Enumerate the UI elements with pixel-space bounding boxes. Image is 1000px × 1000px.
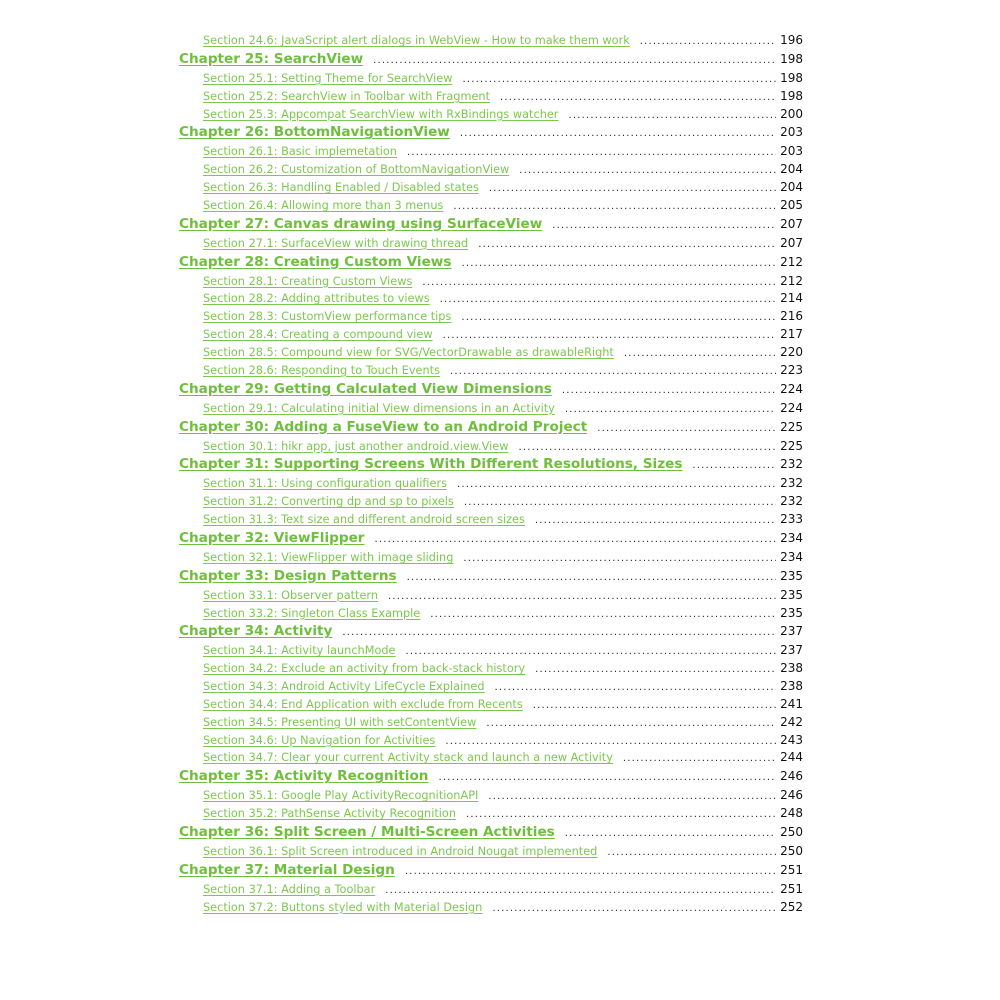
page-number: 238 — [780, 679, 803, 694]
section-link[interactable]: Section 37.1: Adding a Toolbar — [203, 882, 376, 896]
chapter-link[interactable]: Chapter 32: ViewFlipper — [179, 529, 365, 546]
section-link[interactable]: Section 27.1: SurfaceView with drawing thread — [203, 236, 469, 250]
toc-section-row[interactable] — [179, 697, 803, 715]
toc-section-row[interactable] — [179, 309, 803, 327]
chapter-link[interactable]: Chapter 30: Adding a FuseView to an Android Project — [179, 418, 588, 435]
page-number: 232 — [780, 494, 803, 509]
dot-leader — [489, 183, 776, 194]
page-number: 244 — [780, 750, 803, 765]
chapter-link[interactable]: Chapter 36: Split Screen / Multi-Screen Activities — [179, 824, 555, 840]
toc-section-row[interactable] — [179, 107, 803, 125]
page-number: 224 — [780, 400, 803, 415]
page-number: 203 — [780, 144, 803, 159]
dot-leader — [518, 442, 776, 453]
page-number: 243 — [780, 732, 803, 747]
toc-section-row[interactable] — [179, 236, 803, 254]
dot-leader — [438, 772, 776, 783]
table-of-contents — [179, 33, 803, 918]
toc-section-row[interactable] — [179, 750, 803, 768]
dot-leader — [462, 74, 776, 85]
dot-leader — [375, 534, 777, 545]
toc-chapter-row[interactable] — [179, 216, 803, 236]
toc-section-row[interactable] — [179, 476, 803, 494]
toc-section-row[interactable] — [179, 33, 803, 51]
section-link[interactable]: Section 26.1: Basic implemetation — [203, 145, 397, 159]
dot-leader — [562, 385, 776, 396]
toc-section-row[interactable] — [179, 327, 803, 345]
section-link[interactable]: Section 35.2: PathSense Activity Recognition — [203, 807, 456, 821]
section-link[interactable]: Section 34.4: End Application with exclude from Recents — [203, 697, 523, 711]
page-number: 251 — [780, 862, 803, 877]
dot-leader — [460, 128, 776, 139]
page-number: 198 — [780, 70, 803, 85]
page-number: 224 — [780, 381, 803, 396]
dot-leader — [405, 646, 776, 657]
page-number: 250 — [780, 844, 803, 858]
toc-section-row[interactable] — [179, 661, 803, 679]
section-link[interactable]: Section 24.6: JavaScript alert dialogs in WebView - How to make them work — [203, 34, 630, 47]
chapter-link[interactable]: Chapter 28: Creating Custom Views — [179, 253, 452, 270]
dot-leader — [461, 312, 776, 323]
toc-chapter-row[interactable] — [179, 381, 803, 401]
page-number: 198 — [780, 51, 803, 66]
dot-leader — [463, 553, 776, 564]
section-link[interactable]: Section 28.4: Creating a compound view — [203, 328, 433, 342]
toc-section-row[interactable] — [179, 643, 803, 661]
toc-section-row[interactable] — [179, 512, 803, 530]
section-link[interactable]: Section 35.1: Google Play ActivityRecognitionAPI — [203, 789, 479, 803]
dot-leader — [407, 147, 776, 158]
dot-leader — [457, 479, 776, 490]
toc-section-row[interactable] — [179, 806, 803, 824]
dot-leader — [552, 220, 776, 231]
section-link[interactable]: Section 32.1: ViewFlipper with image sliding — [203, 550, 454, 564]
section-link[interactable]: Section 26.3: Handling Enabled / Disabled states — [203, 181, 479, 195]
section-link[interactable]: Section 28.1: Creating Custom Views — [203, 274, 413, 288]
chapter-link[interactable]: Chapter 26: BottomNavigationView — [179, 124, 450, 141]
toc-section-row[interactable] — [179, 345, 803, 363]
toc-chapter-row[interactable] — [179, 51, 803, 71]
dot-leader — [568, 110, 776, 121]
toc-chapter-row[interactable] — [179, 419, 803, 439]
page-number: 214 — [780, 291, 803, 306]
dot-leader — [535, 664, 776, 675]
dot-leader — [466, 809, 776, 820]
dot-leader — [607, 847, 776, 858]
toc-section-row[interactable] — [179, 550, 803, 568]
page-number: 235 — [780, 568, 803, 583]
page-number: 233 — [780, 512, 803, 527]
toc-section-row[interactable] — [179, 439, 803, 457]
toc-section-row[interactable] — [179, 363, 803, 381]
section-link[interactable]: Section 34.1: Activity launchMode — [203, 644, 396, 658]
toc-chapter-row[interactable] — [179, 568, 803, 588]
chapter-link[interactable]: Chapter 35: Activity Recognition — [179, 768, 429, 785]
page-number: 235 — [780, 605, 803, 620]
section-link[interactable]: Section 34.3: Android Activity LifeCycle Explained — [203, 680, 485, 694]
dot-leader — [385, 885, 776, 896]
toc-chapter-row[interactable] — [179, 862, 803, 882]
section-link[interactable]: Section 25.2: SearchView in Toolbar with Fragment — [203, 89, 490, 103]
toc-section-row[interactable] — [179, 198, 803, 216]
dot-leader — [624, 348, 776, 359]
toc-chapter-row[interactable] — [179, 254, 803, 274]
page-number: 225 — [780, 419, 803, 434]
section-link[interactable]: Section 34.6: Up Navigation for Activities — [203, 733, 436, 747]
section-link[interactable]: Section 31.2: Converting dp and sp to pixels — [203, 495, 454, 509]
dot-leader — [640, 36, 776, 47]
toc-section-row[interactable] — [179, 144, 803, 162]
dot-leader — [565, 828, 776, 839]
page-number: 196 — [780, 33, 803, 47]
page-number: 203 — [780, 125, 803, 140]
section-link[interactable]: Section 31.3: Text size and different android screen sizes — [203, 513, 525, 527]
section-link[interactable]: Section 30.1: hikr app, just another android.view.View — [203, 439, 509, 453]
toc-section-row[interactable] — [179, 494, 803, 512]
dot-leader — [692, 460, 776, 471]
page-number: 237 — [780, 624, 803, 639]
section-link[interactable]: Section 25.1: Setting Theme for SearchView — [203, 71, 453, 85]
dot-leader — [373, 55, 776, 66]
page-number: 248 — [780, 806, 803, 821]
section-link[interactable]: Section 33.2: Singleton Class Example — [203, 606, 421, 620]
chapter-link[interactable]: Chapter 31: Supporting Screens With Different Resolutions, Sizes — [179, 456, 683, 473]
section-link[interactable]: Section 29.1: Calculating initial View dimensions in an Activity — [203, 401, 555, 415]
page-number: 246 — [780, 769, 803, 784]
section-link[interactable]: Section 25.3: Appcompat SearchView with RxBindings watcher — [203, 107, 559, 121]
dot-leader — [500, 92, 776, 103]
page-number: 251 — [780, 881, 803, 896]
chapter-link[interactable]: Chapter 37: Material Design — [179, 861, 395, 878]
toc-section-row[interactable] — [179, 788, 803, 806]
page-number: 204 — [780, 162, 803, 177]
toc-section-row[interactable] — [179, 715, 803, 733]
dot-leader — [623, 753, 776, 764]
toc-section-row[interactable] — [179, 401, 803, 419]
section-link[interactable]: Section 26.4: Allowing more than 3 menus — [203, 198, 444, 212]
page-number: 250 — [780, 825, 803, 839]
section-link[interactable]: Section 34.5: Presenting UI with setContentView — [203, 715, 477, 729]
section-link[interactable]: Section 33.1: Observer pattern — [203, 588, 379, 602]
dot-leader — [388, 591, 776, 602]
toc-section-row[interactable] — [179, 588, 803, 606]
page-number: 212 — [780, 273, 803, 288]
section-link[interactable]: Section 36.1: Split Screen introduced in Android Nougat implemented — [203, 845, 598, 858]
toc-chapter-row[interactable] — [179, 768, 803, 788]
page-number: 232 — [780, 457, 803, 472]
page-number: 198 — [780, 88, 803, 103]
dot-leader — [519, 165, 776, 176]
dot-leader — [430, 609, 776, 620]
section-link[interactable]: Section 34.7: Clear your current Activity stack and launch a new Activity — [203, 751, 613, 765]
page-number: 234 — [780, 530, 803, 545]
page-number: 241 — [780, 696, 803, 711]
dot-leader — [492, 903, 776, 914]
page-number: 235 — [780, 587, 803, 602]
page-number: 242 — [780, 714, 803, 729]
page-number: 205 — [780, 197, 803, 212]
toc-chapter-row[interactable] — [179, 456, 803, 476]
section-link[interactable]: Section 28.3: CustomView performance tips — [203, 310, 452, 324]
page-number: 223 — [780, 362, 803, 377]
page-number: 200 — [780, 106, 803, 121]
dot-leader — [461, 258, 776, 269]
dot-leader — [565, 404, 776, 415]
toc-section-row[interactable] — [179, 733, 803, 751]
section-link[interactable]: Section 31.1: Using configuration qualifiers — [203, 477, 447, 491]
page-number: 246 — [780, 788, 803, 803]
section-link[interactable]: Section 28.6: Responding to Touch Events — [203, 363, 440, 377]
toc-section-row[interactable] — [179, 679, 803, 697]
dot-leader — [495, 682, 777, 693]
dot-leader — [440, 294, 776, 305]
page-number: 238 — [780, 661, 803, 676]
chapter-link[interactable]: Chapter 34: Activity — [179, 623, 333, 640]
toc-section-row[interactable] — [179, 844, 803, 862]
toc-section-row[interactable] — [179, 274, 803, 292]
dot-leader — [450, 366, 776, 377]
page-number: 252 — [780, 899, 803, 914]
section-link[interactable]: Section 34.2: Exclude an activity from back-stack history — [203, 662, 526, 676]
section-link[interactable]: Section 37.2: Buttons styled with Material Design — [203, 900, 483, 914]
page-number: 220 — [780, 344, 803, 359]
dot-leader — [464, 497, 776, 508]
toc-chapter-row[interactable] — [179, 530, 803, 550]
dot-leader — [407, 572, 776, 583]
page-number: 237 — [780, 643, 803, 658]
toc-chapter-row[interactable] — [179, 824, 803, 844]
section-link[interactable]: Section 28.5: Compound view for SVG/VectorDrawable as drawableRight — [203, 345, 614, 359]
page-number: 234 — [780, 549, 803, 564]
toc-section-row[interactable] — [179, 882, 803, 900]
toc-section-row[interactable] — [179, 89, 803, 107]
dot-leader — [488, 791, 776, 802]
page-number: 204 — [780, 180, 803, 195]
dot-leader — [422, 277, 776, 288]
dot-leader — [535, 515, 776, 526]
dot-leader — [453, 201, 776, 212]
page-number: 217 — [780, 327, 803, 342]
page-number: 216 — [780, 309, 803, 324]
toc-chapter-row[interactable] — [179, 124, 803, 144]
toc-section-row[interactable] — [179, 180, 803, 198]
toc-section-row[interactable] — [179, 291, 803, 309]
toc-section-row[interactable] — [179, 900, 803, 918]
page-number: 207 — [780, 216, 803, 231]
page-number: 207 — [780, 235, 803, 250]
toc-section-row[interactable] — [179, 606, 803, 624]
chapter-link[interactable]: Chapter 33: Design Patterns — [179, 567, 397, 584]
section-link[interactable]: Section 26.2: Customization of BottomNavigationView — [203, 163, 510, 177]
page-number: 232 — [780, 476, 803, 491]
dot-leader — [478, 239, 776, 250]
page-number: 212 — [780, 254, 803, 269]
section-link[interactable]: Section 28.2: Adding attributes to views — [203, 292, 430, 306]
toc-chapter-row[interactable] — [179, 623, 803, 643]
page-number: 225 — [780, 438, 803, 453]
chapter-link[interactable]: Chapter 25: SearchView — [179, 50, 364, 67]
dot-leader — [443, 330, 777, 341]
dot-leader — [405, 866, 776, 877]
dot-leader — [533, 700, 776, 711]
chapter-link[interactable]: Chapter 29: Getting Calculated View Dimensions — [179, 380, 552, 397]
dot-leader — [597, 423, 776, 434]
toc-section-row[interactable] — [179, 162, 803, 180]
dot-leader — [342, 627, 776, 638]
dot-leader — [486, 718, 776, 729]
chapter-link[interactable]: Chapter 27: Canvas drawing using SurfaceView — [179, 215, 543, 232]
toc-section-row[interactable] — [179, 71, 803, 89]
dot-leader — [445, 736, 776, 747]
